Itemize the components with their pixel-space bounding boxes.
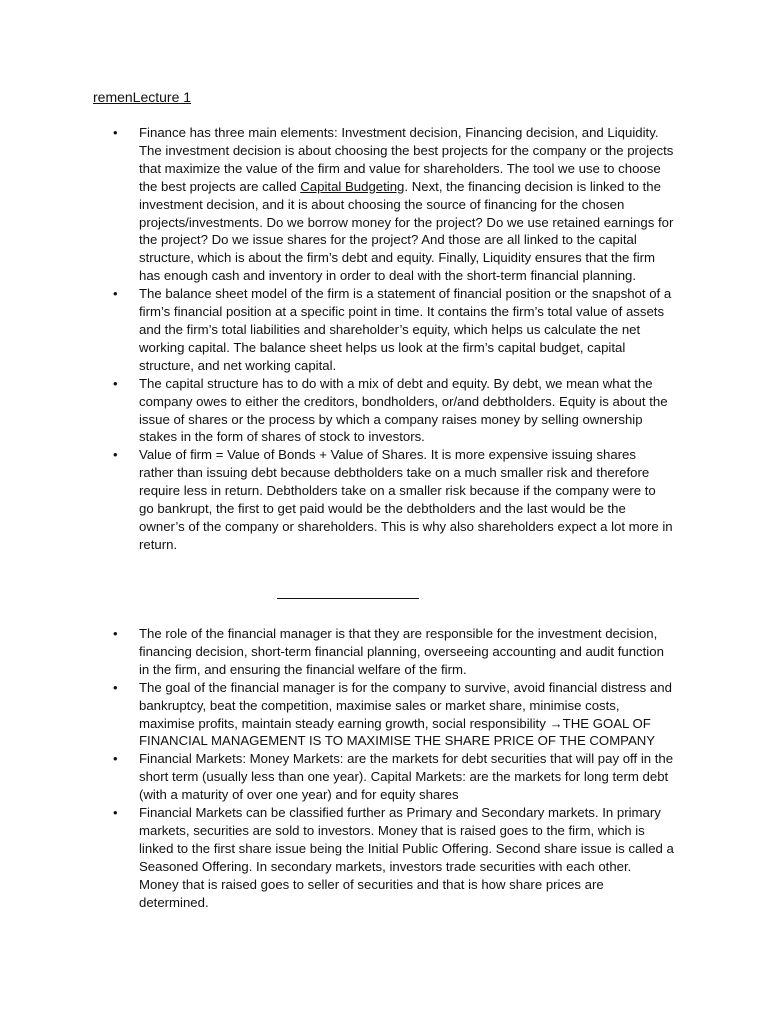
bullet-icon: • bbox=[113, 626, 118, 641]
paragraph-text-part: The goal of the financial manager is for the company to survive, avoid financial distress and bankruptcy, beat the competition, maximise sales or market share, minimise costs, maximise profits, maintain steady earning growth, social responsibility bbox=[139, 679, 672, 731]
bullet-icon: • bbox=[113, 679, 118, 695]
document-title: remenLecture 1 bbox=[93, 89, 192, 105]
bullet-icon: • bbox=[113, 751, 118, 767]
paragraph-text: Financial Markets can be classified further as Primary and Secondary markets. In primary markets, securities are sold to investors. Money that is raised goes to the firm, which is linked to the first share issue being the Initial Public Offering. Second share issue is called a Seasoned Offering. In secondary markets, investors trade securities with each other. Money that is raised goes to seller of securities and that is how share prices are determined. bbox=[139, 805, 674, 910]
list-item bbox=[0, 446, 674, 553]
paragraph-text: Value of firm = Value of Bonds + Value of Shares. It is more expensive issuing shares rather than issuing debt because debtholders take on a much smaller risk and therefore require less in return. Debtholders take on a smaller risk because if the company were to go bankrupt, the first to get paid would be the debtholders and the last would be the owner’s of the company or shareholders. This is why also shareholders expect a lot more in return. bbox=[139, 447, 673, 552]
list-item bbox=[0, 804, 674, 911]
bullet-icon: • bbox=[113, 125, 118, 140]
paragraph-text-part: THE GOAL OF FINANCIAL MANAGEMENT IS TO MAXIMISE THE SHARE PRICE OF THE COMPANY bbox=[139, 715, 656, 749]
bullet-icon: • bbox=[113, 447, 118, 463]
list-item bbox=[0, 285, 674, 375]
list-item bbox=[0, 625, 674, 679]
list-item bbox=[0, 750, 674, 804]
bullet-list-section-1 bbox=[0, 124, 768, 554]
list-item bbox=[0, 124, 674, 285]
list-item bbox=[0, 679, 674, 751]
paragraph-text bbox=[139, 679, 674, 751]
paragraph-text: The balance sheet model of the firm is a statement of financial position or the snapshot of a firm’s financial position at a specific point in time. It contains the firm’s total value of assets and the firm’s total liabilities and shareholder’s equity, which helps us calculate the net working capital. The balance sheet helps us look at the firm’s capital budget, capital structure, and net working capital. bbox=[139, 286, 672, 373]
bullet-icon: • bbox=[113, 375, 118, 391]
paragraph-text: Financial Markets: Money Markets: are the markets for debt securities that will pay off in the short term (usually less than one year). Capital Markets: are the markets for long term debt (with a maturity of over one year) and for equity shares bbox=[139, 751, 674, 803]
bullet-icon: • bbox=[113, 805, 118, 821]
paragraph-text bbox=[139, 124, 674, 285]
paragraph-text: The capital structure has to do with a mix of debt and equity. By debt, we mean what the company owes to either the creditors, bondholders, or/and debtholders. Equity is about the issue of shares or the process by which a company raises money by selling ownership stakes in the form of shares of stock to investors. bbox=[139, 375, 668, 445]
paragraph-text-part: Finance has three main elements: Investment decision, Financing decision, and Liquidity. The investment decision is about choosing the best projects for the company or the projects that maximize the value of the firm and value for shareholders. The tool we use to choose the best projects are called bbox=[139, 125, 674, 194]
bullet-list-section-2 bbox=[0, 625, 768, 912]
paragraph-text-part: . Next, the financing decision is linked to the investment decision, and it is about choosing the source of financing for the chosen projects/investments. Do we borrow money for the project? Do we use retained earnings for the project? Do we issue shares for the project? And those are all linked to the capital structure, which is about the firm’s debt and equity. Finally, Liquidity ensures that the firm has enough cash and inventory in order to deal with the short-term financial planning. bbox=[139, 178, 674, 284]
paragraph-text: The role of the financial manager is that they are responsible for the investment decision, financing decision, short-term financial planning, overseeing accounting and audit function in the firm, and ensuring the financial welfare of the firm. bbox=[139, 626, 664, 677]
arrow-right-icon: → bbox=[549, 715, 563, 731]
bullet-icon: • bbox=[113, 286, 118, 302]
list-item bbox=[0, 375, 674, 447]
section-divider bbox=[277, 598, 419, 599]
capital-budgeting-term: Capital Budgeting bbox=[300, 178, 405, 194]
